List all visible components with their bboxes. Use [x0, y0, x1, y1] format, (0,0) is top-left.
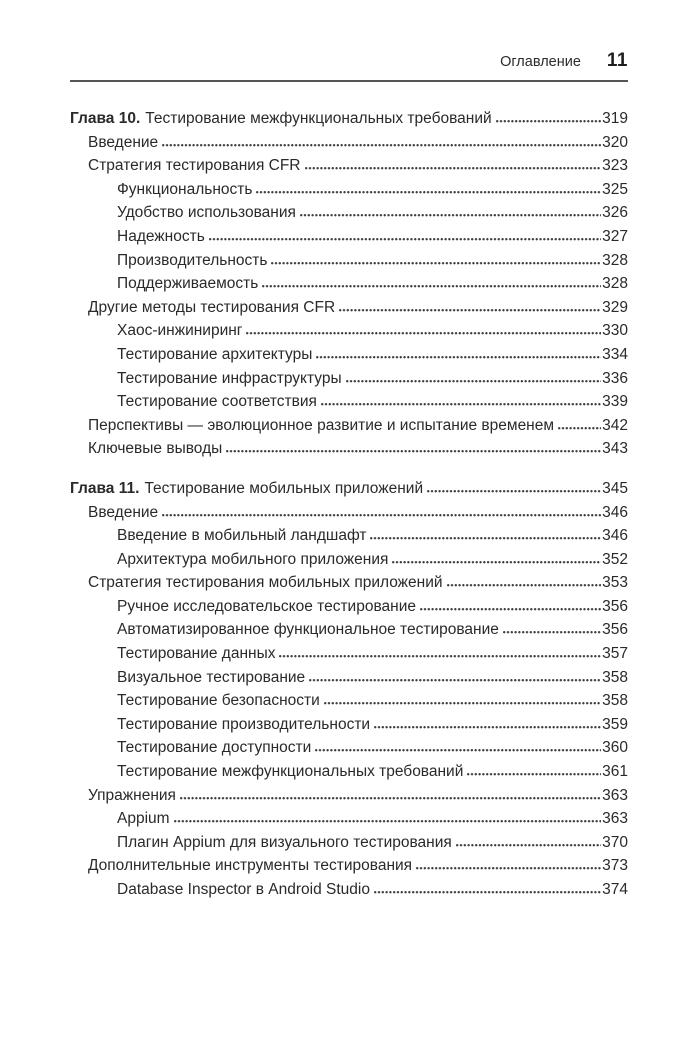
toc-entry-title: Appium [117, 810, 170, 828]
toc-entry [70, 784, 628, 808]
toc-entry-title: Тестирование доступности [117, 739, 312, 757]
toc-entry-page-number: 361 [602, 763, 628, 781]
dot-leader [467, 771, 601, 776]
toc-entry-title: Упражнения [88, 786, 176, 804]
toc-entry-title: Тестирование межфункциональных требований [145, 110, 492, 127]
toc-entry-page-number: 346 [602, 527, 628, 545]
toc-entry [70, 154, 628, 178]
toc-entry [70, 437, 628, 461]
toc-entry-page-number: 343 [602, 440, 628, 458]
toc-entry-page-number: 334 [602, 345, 628, 363]
dot-leader [374, 724, 601, 729]
toc-entry-page-number: 360 [602, 739, 628, 757]
toc-entry-page-number: 329 [602, 298, 628, 316]
dot-leader [162, 512, 601, 517]
toc-entry-page-number: 358 [602, 692, 628, 710]
dot-leader [447, 582, 602, 587]
dot-leader [315, 747, 601, 752]
toc-entry-page-number: 326 [602, 204, 628, 222]
toc-entry-title: Введение [88, 133, 159, 151]
toc-entry-title: Функциональность [117, 180, 253, 198]
toc-entry-page-number: 358 [602, 668, 628, 686]
toc-entry-title: Другие методы тестирования CFR [88, 298, 336, 316]
toc-entry [70, 249, 628, 273]
page-number-header: 11 [606, 50, 628, 71]
toc-entry-page-number: 352 [602, 550, 628, 568]
toc-entry [70, 343, 628, 367]
dot-leader [456, 842, 601, 847]
toc-entry-title: Производительность [117, 251, 268, 269]
toc-entry-page-number: 363 [602, 810, 628, 828]
toc-entry [70, 501, 628, 525]
dot-leader [558, 425, 601, 430]
toc-entry-title: Введение в мобильный ландшафт [117, 527, 367, 545]
toc-entry-title: Тестирование межфункциональных требований [117, 763, 464, 781]
dot-leader [174, 818, 602, 823]
toc-entry-page-number: 328 [602, 275, 628, 293]
book-page [0, 50, 698, 902]
toc-entry [70, 736, 628, 760]
toc-entry [70, 178, 628, 202]
toc-entry-title: Тестирование инфраструктуры [117, 369, 342, 387]
toc-entry [70, 618, 628, 642]
toc-entry-page-number: 374 [602, 881, 628, 898]
dot-leader [503, 629, 601, 634]
toc-entry [70, 201, 628, 225]
toc-entry-title: Дополнительные инструменты тестирования [88, 857, 413, 875]
toc-entry-title: Архитектура мобильного приложения [117, 550, 389, 568]
chapter-number-label: Глава 10. [70, 110, 141, 127]
dot-leader [392, 559, 601, 564]
running-header [70, 50, 628, 82]
toc-entry-page-number: 345 [602, 479, 628, 497]
dot-leader [209, 236, 601, 241]
dot-leader [246, 330, 601, 335]
toc-entry-title: Плагин Appium для визуального тестирования [117, 833, 452, 851]
dot-leader [316, 354, 601, 359]
toc-entry [70, 548, 628, 572]
toc-entry-page-number: 336 [602, 369, 628, 387]
dot-leader [309, 677, 601, 682]
dot-leader [370, 535, 601, 540]
toc-entry-title: Визуальное тестирование [117, 668, 306, 686]
toc-entry-title: Введение [88, 503, 159, 521]
dot-leader [271, 260, 601, 265]
toc-entry-page-number: 363 [602, 786, 628, 804]
toc-entry [70, 831, 628, 855]
chapter-number-label: Глава 11. [70, 479, 140, 497]
dot-leader [420, 606, 601, 611]
section-title: Оглавление [500, 54, 581, 70]
dot-leader [427, 488, 601, 493]
toc-entry-page-number: 323 [602, 157, 628, 175]
toc-entry-title: Надежность [117, 227, 205, 245]
toc-entry-page-number: 357 [602, 645, 628, 663]
toc-entry-page-number: 370 [602, 833, 628, 851]
toc-entry [70, 760, 628, 784]
dot-leader [305, 165, 602, 170]
toc-entry-title: Удобство использования [117, 204, 296, 222]
toc-entry-page-number: 319 [602, 110, 628, 127]
dot-leader [346, 378, 602, 383]
toc-entry-title: Ручное исследовательское тестирование [117, 597, 416, 615]
toc-entry-page-number: 328 [602, 251, 628, 269]
toc-entry-page-number: 320 [602, 133, 628, 151]
toc-entry [70, 854, 628, 878]
toc-entry-title: Тестирование производительности [117, 715, 371, 733]
toc-entry [70, 689, 628, 713]
dot-leader [162, 142, 601, 147]
toc-entry [70, 807, 628, 831]
toc-entry [70, 642, 628, 666]
toc-entry-title: Тестирование данных [117, 645, 276, 663]
toc-entry-title: Ключевые выводы [88, 440, 223, 458]
toc-entry-page-number: 356 [602, 597, 628, 615]
dot-leader [321, 401, 601, 406]
dot-leader [300, 212, 601, 217]
toc-entry-page-number: 330 [602, 322, 628, 340]
toc-entry-title: Database Inspector в Android Studio [117, 881, 370, 898]
toc-entry [70, 272, 628, 296]
toc-entry [70, 878, 628, 902]
dot-leader [339, 307, 601, 312]
toc-entry-page-number: 325 [602, 180, 628, 198]
toc-entry-title: Тестирование соответствия [117, 393, 317, 411]
dot-leader [374, 889, 601, 894]
toc-entry [70, 571, 628, 595]
toc-chapter-entry [70, 477, 628, 501]
toc-entry-title: Тестирование архитектуры [117, 345, 313, 363]
dot-leader [180, 795, 601, 800]
toc-entry [70, 367, 628, 391]
toc-entry-page-number: 339 [602, 393, 628, 411]
toc-entry-page-number: 356 [602, 621, 628, 639]
toc-entry [70, 319, 628, 343]
toc-entry [70, 296, 628, 320]
toc-entry [70, 595, 628, 619]
toc-entry-page-number: 346 [602, 503, 628, 521]
dot-leader [416, 865, 601, 870]
toc-entry-title: Тестирование безопасности [117, 692, 320, 710]
toc-entry-title: Тестирование мобильных приложений [144, 479, 424, 497]
toc-entry [70, 131, 628, 155]
toc-entry-title: Автоматизированное функциональное тестирование [117, 621, 499, 639]
dot-leader [226, 448, 601, 453]
toc-entry-page-number: 359 [602, 715, 628, 733]
dot-leader [324, 700, 601, 705]
toc-entry [70, 524, 628, 548]
dot-leader [262, 283, 601, 288]
toc-entry [70, 225, 628, 249]
dot-leader [279, 653, 601, 658]
toc-entry [70, 414, 628, 438]
toc-list [70, 107, 628, 902]
toc-entry-title: Хаос-инжиниринг [117, 322, 243, 340]
toc-entry-page-number: 327 [602, 227, 628, 245]
toc-entry [70, 666, 628, 690]
toc-entry-title: Перспективы — эволюционное развитие и испытание временем [88, 416, 555, 434]
toc-chapter-entry [70, 107, 628, 131]
toc-entry [70, 390, 628, 414]
dot-leader [496, 118, 601, 123]
toc-entry-title: Поддерживаемость [117, 275, 259, 293]
toc-entry [70, 713, 628, 737]
toc-entry-page-number: 373 [602, 857, 628, 875]
toc-entry-page-number: 342 [602, 416, 628, 434]
toc-entry-page-number: 353 [602, 574, 628, 592]
toc-entry-title: Стратегия тестирования мобильных приложений [88, 574, 443, 592]
dot-leader [256, 189, 601, 194]
toc-entry-title: Стратегия тестирования CFR [88, 157, 301, 175]
